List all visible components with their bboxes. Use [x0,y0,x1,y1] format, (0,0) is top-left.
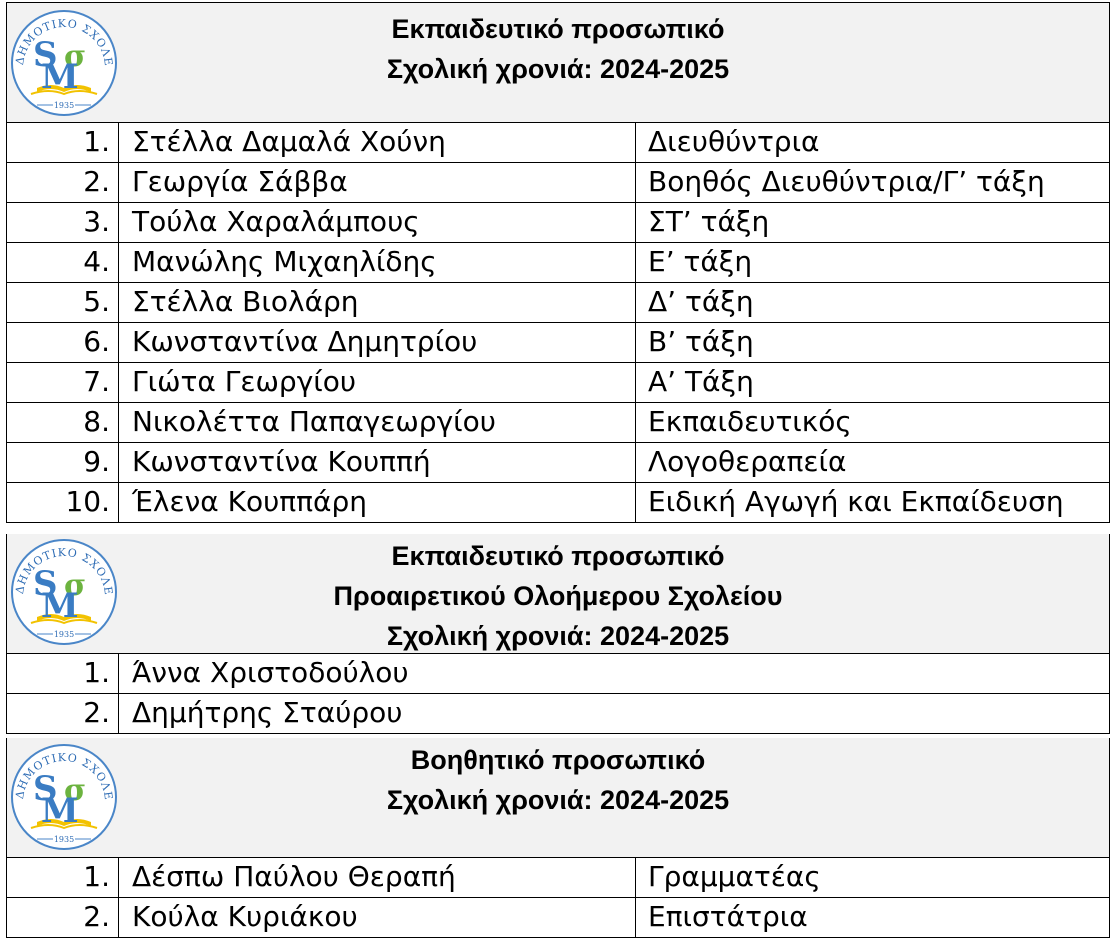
staff-name: Στέλλα Δαμαλά Χούνη [132,125,446,158]
row-number: 6. [7,323,119,362]
table-row [7,283,1109,323]
school-year-title: Σχολική χρονιά: 2024-2025 [386,621,730,651]
row-number: 5. [7,283,119,322]
table-row [7,123,1109,163]
row-number: 2. [7,163,119,202]
staff-name: Άννα Χριστοδούλου [132,656,409,689]
staff-role: Διευθύντρια [635,123,1109,162]
row-number: 10. [7,483,119,522]
row-number: 2. [7,898,119,937]
after-school-staff-table [6,534,1110,734]
section-subtitle: Προαιρετικού Ολοήμερου Σχολείου [333,581,783,611]
teaching-staff-table [6,2,1110,523]
staff-role: Ειδική Αγωγή και Εκπαίδευση [635,483,1109,522]
row-number: 7. [7,363,119,402]
section-title: Βοηθητικό προσωπικό [410,745,706,775]
row-number: 4. [7,243,119,282]
staff-name: Μανώλης Μιχαηλίδης [132,245,437,278]
staff-name: Δέσπω Παύλου Θεραπή [132,860,456,893]
row-number: 1. [7,858,119,897]
school-year-title: Σχολική χρονιά: 2024-2025 [386,54,730,84]
row-number: 3. [7,203,119,242]
section-header [7,738,1109,858]
staff-role: Εκπαιδευτικός [635,403,1109,442]
staff-name: Τούλα Χαραλάμπους [132,205,420,238]
staff-name: Κωνσταντίνα Κουππή [132,445,431,478]
table-row [7,203,1109,243]
row-number: 1. [7,654,119,693]
staff-name: Γιώτα Γεωργίου [132,365,357,398]
staff-name: Κωνσταντίνα Δημητρίου [132,325,478,358]
table-row [7,898,1109,938]
table-row [7,363,1109,403]
staff-name: Νικολέττα Παπαγεωργίου [132,405,496,438]
staff-role: ΣΤ’ τάξη [635,203,1109,242]
staff-role: Επιστάτρια [635,898,1109,937]
staff-role: Δ’ τάξη [635,283,1109,322]
table-row [7,443,1109,483]
school-year-title: Σχολική χρονιά: 2024-2025 [386,785,730,815]
table-row [7,323,1109,363]
table-row [7,694,1109,734]
staff-role: Γραμματέας [635,858,1109,897]
row-number: 8. [7,403,119,442]
row-number: 2. [7,694,119,733]
staff-role: Α’ Τάξη [635,363,1109,402]
staff-name: Κούλα Κυριάκου [132,900,358,933]
section-header [7,2,1109,123]
staff-name: Στέλλα Βιολάρη [132,285,359,318]
section-title: Εκπαιδευτικό προσωπικό [391,14,725,44]
support-staff-table [6,738,1110,938]
table-row [7,243,1109,283]
staff-name: Γεωργία Σάββα [132,165,348,198]
staff-role: Ε’ τάξη [635,243,1109,282]
table-row [7,163,1109,203]
staff-role: Β’ τάξη [635,323,1109,362]
staff-name: Έλενα Κουππάρη [132,485,367,518]
table-row [7,403,1109,443]
row-number: 9. [7,443,119,482]
staff-role: Λογοθεραπεία [635,443,1109,482]
table-row [7,858,1109,898]
staff-name: Δημήτρης Σταύρου [132,696,403,729]
section-title: Εκπαιδευτικό προσωπικό [391,541,725,571]
table-row [7,483,1109,523]
table-row [7,654,1109,694]
section-header [7,534,1109,654]
staff-role: Βοηθός Διευθύντρια/Γ’ τάξη [635,163,1109,202]
row-number: 1. [7,123,119,162]
